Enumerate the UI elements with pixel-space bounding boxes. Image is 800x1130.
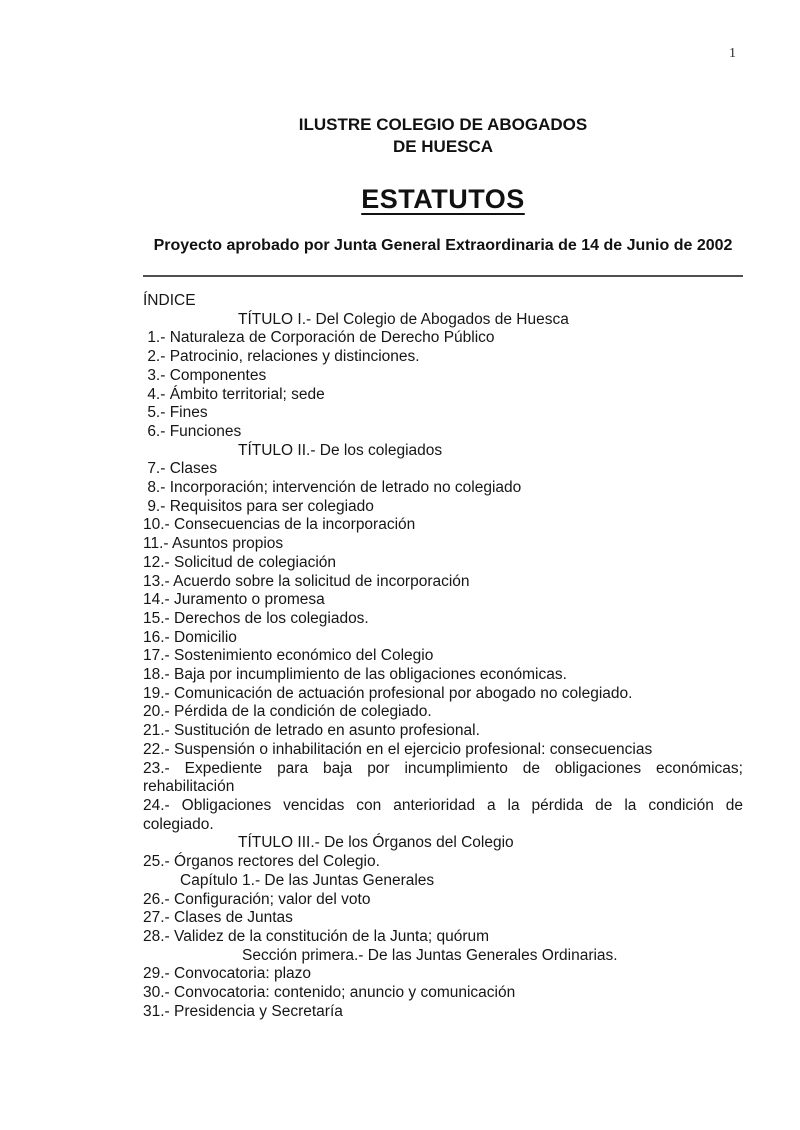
index-entry: 18.- Baja por incumplimiento de las obligaciones económicas.: [143, 666, 567, 684]
index-entry: 5.- Fines: [143, 404, 208, 422]
index-entry: 3.- Componentes: [143, 366, 267, 384]
index-entry: 26.- Configuración; valor del voto: [143, 890, 371, 908]
index-entry: 2.- Patrocinio, relaciones y distinciones.: [143, 348, 420, 366]
index-entry: TÍTULO I.- Del Colegio de Abogados de Huesca: [238, 310, 569, 328]
index-entries: [143, 311, 743, 1022]
horizontal-rule: [143, 275, 743, 277]
index-entry: 25.- Órganos rectores del Colegio.: [143, 853, 380, 871]
index-entry: 24.- Obligaciones vencidas con anterioridad a la pérdida de la condición de: [143, 796, 743, 814]
index-entry: TÍTULO II.- De los colegiados: [238, 441, 443, 459]
index-entry: 29.- Convocatoria: plazo: [143, 965, 312, 983]
index-entry: TÍTULO III.- De los Órganos del Colegio: [238, 834, 514, 852]
index-section: [143, 292, 743, 1021]
index-entry: 21.- Sustitución de letrado en asunto profesional.: [143, 722, 480, 740]
index-entry: 10.- Consecuencias de la incorporación: [143, 516, 416, 534]
index-entry: rehabilitación: [143, 778, 235, 796]
organization-name: [143, 114, 743, 158]
organization-name-line2: DE HUESCA: [392, 137, 494, 156]
index-entry: 13.- Acuerdo sobre la solicitud de incorporación: [143, 572, 470, 590]
index-entry: colegiado.: [143, 815, 214, 833]
index-entry: 23.- Expediente para baja por incumplimiento de obligaciones económicas;: [143, 759, 743, 777]
index-entry: 15.- Derechos de los colegiados.: [143, 609, 369, 627]
page-number: 1: [729, 46, 736, 61]
index-entry: 30.- Convocatoria: contenido; anuncio y comunicación: [143, 984, 516, 1002]
index-entry: 9.- Requisitos para ser colegiado: [143, 497, 374, 515]
index-entry: 12.- Solicitud de colegiación: [143, 553, 337, 571]
document-title-wrap: [143, 184, 743, 219]
index-entry: 20.- Pérdida de la condición de colegiado.: [143, 703, 432, 721]
index-entry: 17.- Sostenimiento económico del Colegio: [143, 647, 434, 665]
index-entry: 14.- Juramento o promesa: [143, 591, 325, 609]
index-entry: 31.- Presidencia y Secretaría: [143, 1002, 343, 1020]
index-entry: 19.- Comunicación de actuación profesional por abogado no colegiado.: [143, 684, 633, 702]
index-entry: 27.- Clases de Juntas: [143, 909, 293, 927]
index-entry: 4.- Ámbito territorial; sede: [143, 385, 325, 403]
index-entry: 22.- Suspensión o inhabilitación en el ejercicio profesional: consecuencias: [143, 740, 653, 758]
page-content: [143, 0, 743, 1021]
index-entry: 7.- Clases: [143, 460, 218, 478]
index-entry: 8.- Incorporación; intervención de letrado no colegiado: [143, 479, 522, 497]
organization-name-line1: ILUSTRE COLEGIO DE ABOGADOS: [298, 115, 588, 134]
index-heading: ÍNDICE: [143, 292, 196, 309]
approval-subtitle: Proyecto aprobado por Junta General Extraordinaria de 14 de Junio de 2002: [153, 237, 733, 254]
index-entry: 11.- Asuntos propios: [143, 535, 284, 553]
index-entry: 6.- Funciones: [143, 422, 242, 440]
index-entry: 28.- Validez de la constitución de la Junta; quórum: [143, 927, 490, 945]
index-entry: Capítulo 1.- De las Juntas Generales: [180, 871, 435, 889]
index-entry: 16.- Domicilio: [143, 628, 237, 646]
index-entry: 1.- Naturaleza de Corporación de Derecho Público: [143, 329, 495, 347]
index-entry: Sección primera.- De las Juntas Generales Ordinarias.: [242, 946, 618, 964]
document-title: ESTATUTOS: [361, 184, 525, 214]
